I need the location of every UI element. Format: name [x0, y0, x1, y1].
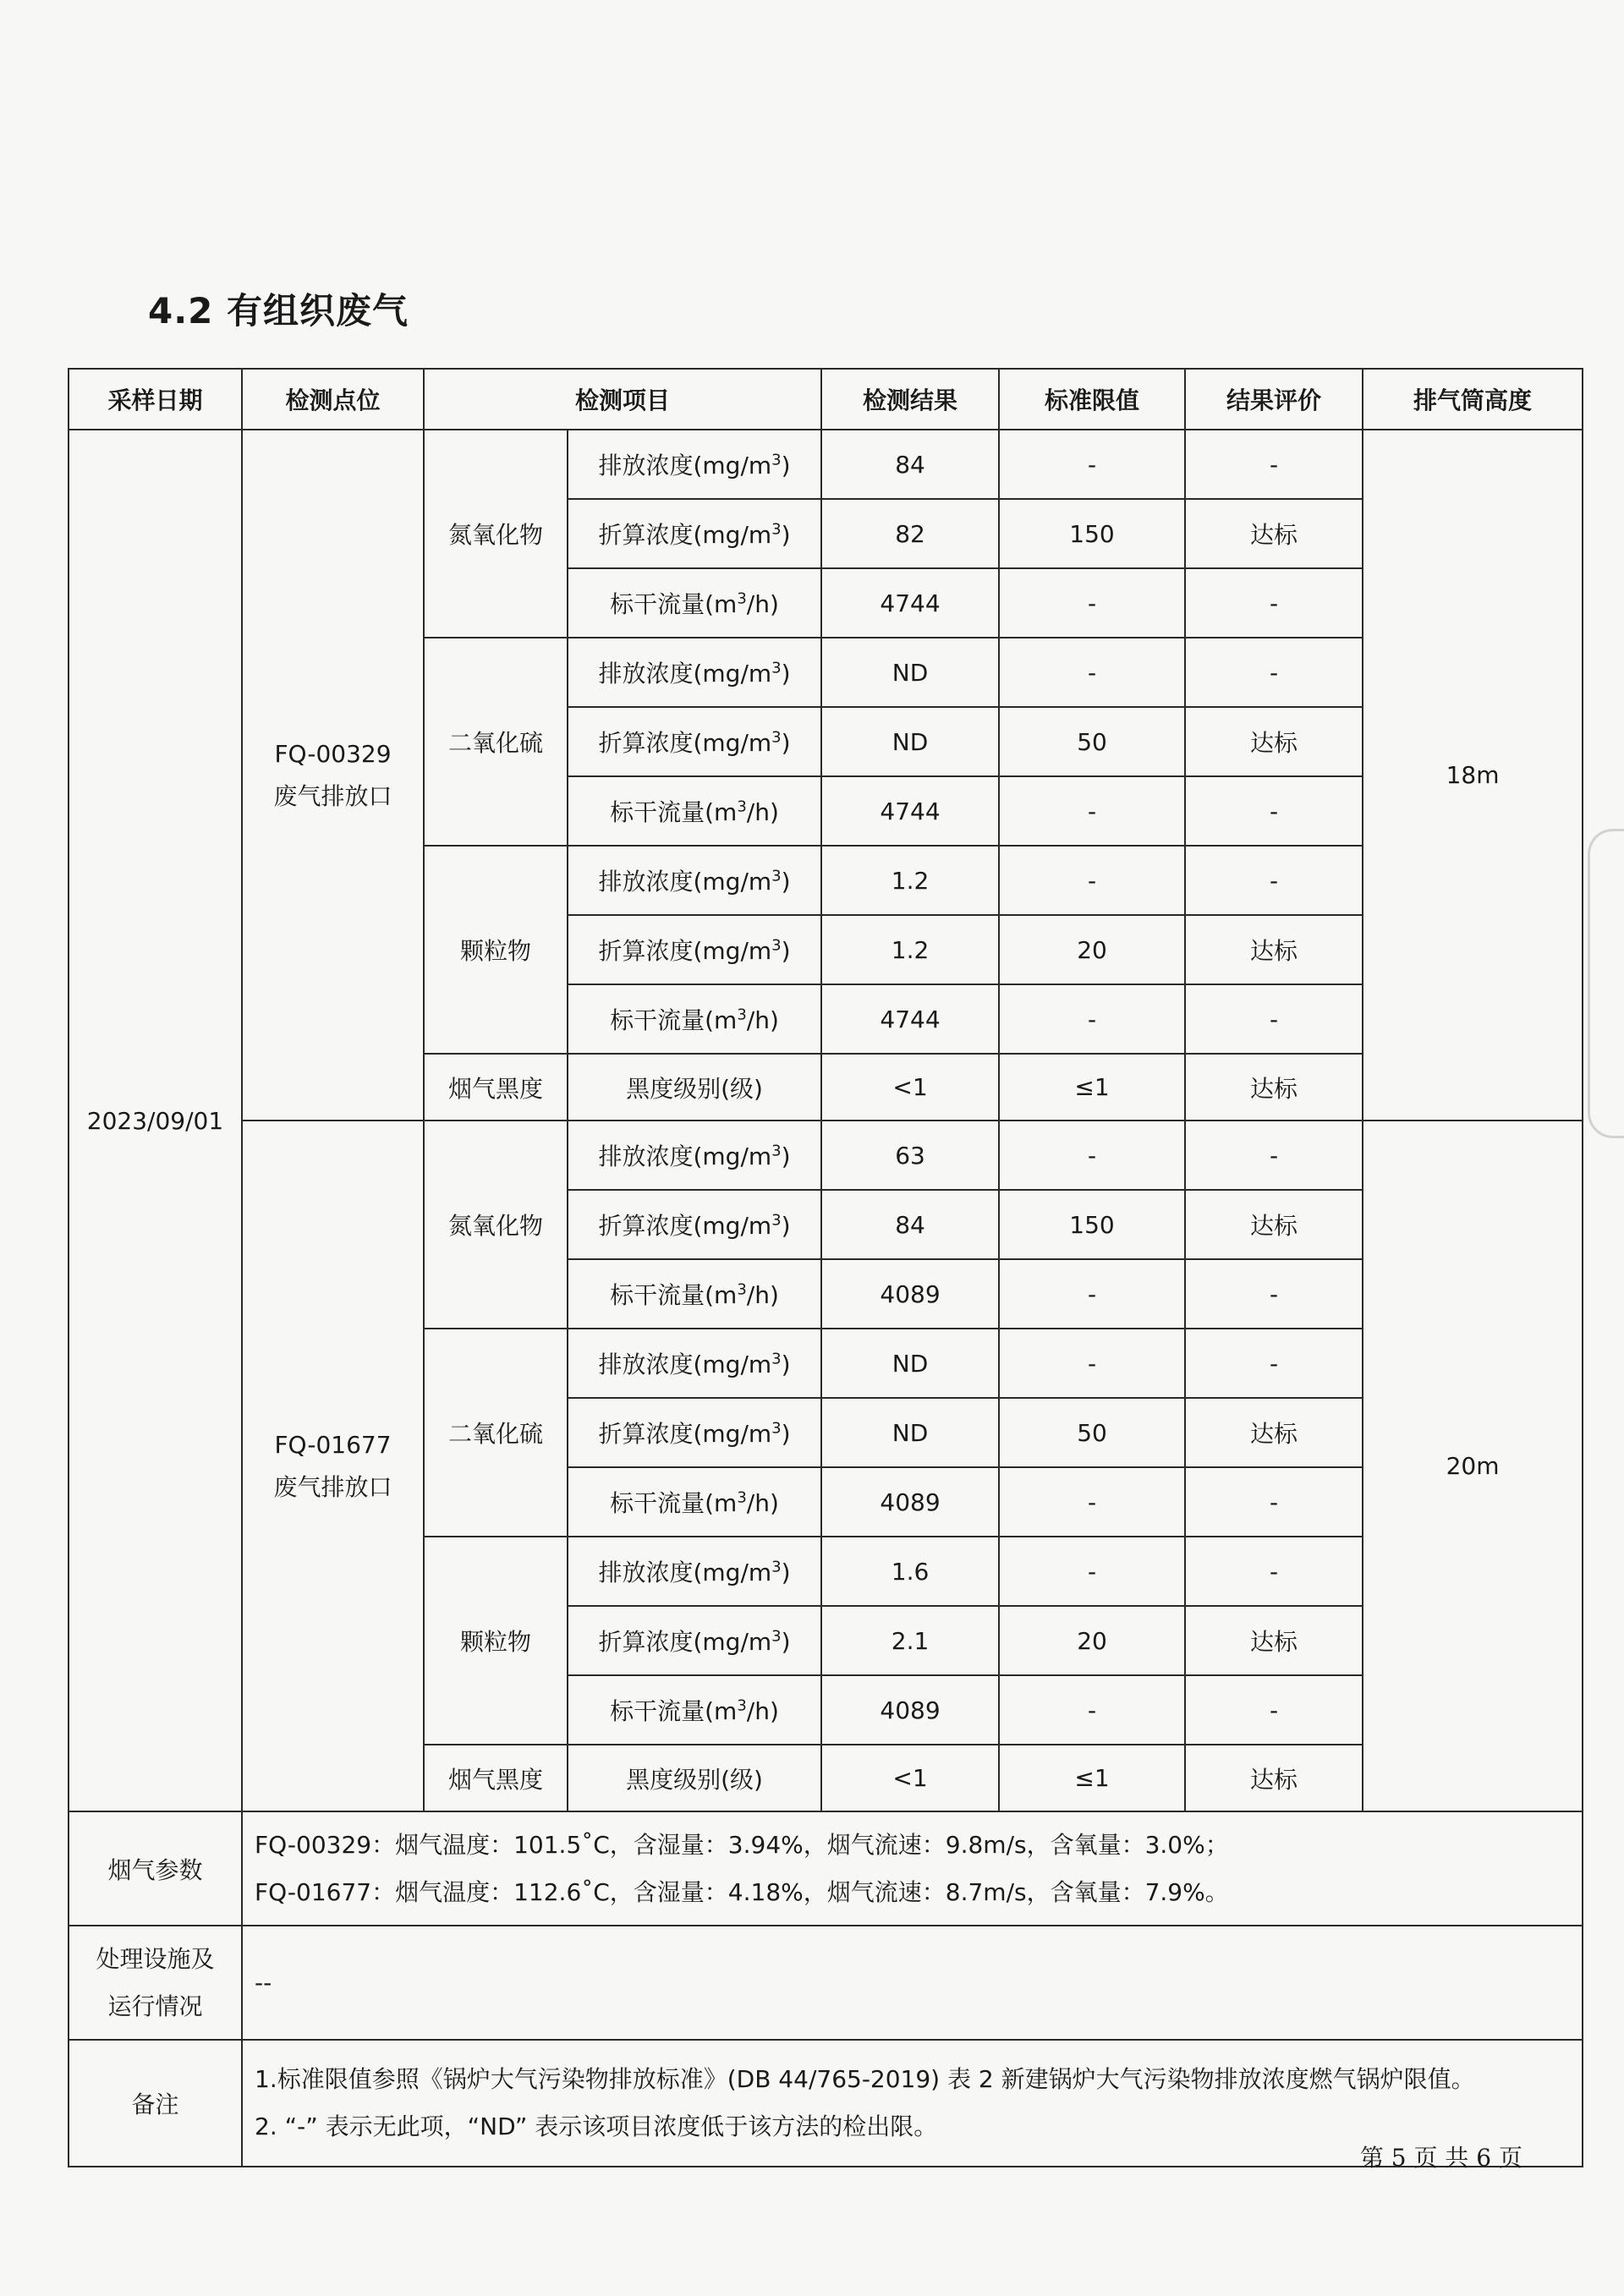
flue-params-label: 烟气参数 — [69, 1811, 242, 1926]
limit-cell: 20 — [999, 915, 1185, 984]
item-unit-sup: 3 — [737, 797, 747, 816]
result-cell: 1.2 — [821, 846, 999, 915]
pollutant-name: 二氧化硫 — [424, 1329, 568, 1537]
result-cell: <1 — [821, 1054, 999, 1121]
notes-line-1: 1.标准限值参照《锅炉大气污染物排放标准》(DB 44/765-2019) 表 2 新建锅炉大气污染物排放浓度燃气锅炉限值。 — [255, 2065, 1475, 2093]
result-cell: ND — [821, 638, 999, 707]
item-text-end: ) — [781, 868, 791, 896]
item-text-end: ) — [781, 660, 791, 688]
result-cell: 84 — [821, 1190, 999, 1259]
item-cell — [568, 1606, 821, 1675]
result-cell: 82 — [821, 499, 999, 568]
item-text: 折算浓度(mg/m — [598, 1212, 772, 1240]
limit-cell: 20 — [999, 1606, 1185, 1675]
emission-table — [68, 368, 1583, 2167]
pollutant-name: 颗粒物 — [424, 1537, 568, 1745]
result-cell: 63 — [821, 1121, 999, 1190]
page-footer: 第 5 页 共 6 页 — [1359, 2144, 1522, 2172]
item-unit-sup: 3 — [771, 1142, 782, 1160]
item-cell — [568, 1121, 821, 1190]
item-text: 排放浓度(mg/m — [598, 1143, 772, 1170]
pollutant-name: 烟气黑度 — [424, 1054, 568, 1121]
result-cell: 2.1 — [821, 1606, 999, 1675]
item-text-end: /h) — [746, 1489, 779, 1517]
item-text: 排放浓度(mg/m — [598, 868, 772, 896]
notes-label: 备注 — [69, 2040, 242, 2167]
location-label: 废气排放口 — [273, 781, 392, 810]
result-cell: ND — [821, 1398, 999, 1467]
section-heading: 4.2 有组织废气 — [148, 290, 409, 332]
item-text-end: /h) — [746, 798, 779, 826]
item-text-end: /h) — [746, 1006, 779, 1034]
header-row — [69, 369, 1583, 430]
item-cell: 黑度级别(级) — [568, 1745, 821, 1811]
result-cell: 4744 — [821, 568, 999, 638]
evaluation-cell: - — [1185, 776, 1363, 846]
item-unit-sup: 3 — [771, 1211, 782, 1230]
limit-cell: 50 — [999, 1398, 1185, 1467]
item-unit-sup: 3 — [737, 1280, 747, 1299]
item-cell — [568, 1537, 821, 1606]
limit-cell: - — [999, 1675, 1185, 1745]
treatment-row — [69, 1926, 1583, 2040]
pollutant-name: 颗粒物 — [424, 846, 568, 1054]
item-text: 折算浓度(mg/m — [598, 1420, 772, 1448]
header-result: 检测结果 — [821, 369, 999, 430]
item-text-end: ) — [781, 937, 791, 965]
flue-params-value — [242, 1811, 1583, 1926]
item-cell: 黑度级别(级) — [568, 1054, 821, 1121]
treatment-label-line-2: 运行情况 — [107, 1992, 203, 2020]
evaluation-cell: - — [1185, 638, 1363, 707]
seal-stamp-edge — [1588, 829, 1624, 1138]
evaluation-cell: 达标 — [1185, 707, 1363, 776]
item-text: 标干流量(m — [610, 590, 738, 618]
evaluation-cell: - — [1185, 1121, 1363, 1190]
item-text: 排放浓度(mg/m — [598, 1351, 772, 1378]
limit-cell: 150 — [999, 499, 1185, 568]
item-unit-sup: 3 — [737, 1488, 747, 1507]
result-cell: 1.6 — [821, 1537, 999, 1606]
item-text-end: ) — [781, 1628, 791, 1656]
item-unit-sup: 3 — [771, 867, 782, 885]
limit-cell: - — [999, 1467, 1185, 1537]
item-text: 折算浓度(mg/m — [598, 521, 772, 549]
result-cell: <1 — [821, 1745, 999, 1811]
item-text-end: /h) — [746, 1281, 779, 1309]
evaluation-cell: - — [1185, 1537, 1363, 1606]
item-cell — [568, 984, 821, 1054]
item-text-end: ) — [781, 729, 791, 757]
location-code: FQ-01677 — [274, 1430, 392, 1459]
item-text-end: ) — [781, 521, 791, 549]
item-text-end: ) — [781, 1420, 791, 1448]
limit-cell: - — [999, 984, 1185, 1054]
evaluation-cell: - — [1185, 1259, 1363, 1329]
evaluation-cell: - — [1185, 1329, 1363, 1398]
item-text: 标干流量(m — [610, 1006, 738, 1034]
item-cell — [568, 1467, 821, 1537]
location-code: FQ-00329 — [274, 739, 392, 768]
limit-cell: - — [999, 1259, 1185, 1329]
item-unit-sup: 3 — [771, 1558, 782, 1576]
item-cell — [568, 1675, 821, 1745]
header-stack-height: 排气筒高度 — [1363, 369, 1583, 430]
item-cell — [568, 776, 821, 846]
item-text: 排放浓度(mg/m — [598, 1559, 772, 1586]
item-unit-sup: 3 — [771, 1627, 782, 1646]
treatment-label — [69, 1926, 242, 2040]
limit-cell: - — [999, 846, 1185, 915]
limit-cell: - — [999, 638, 1185, 707]
item-cell — [568, 430, 821, 499]
table-row — [69, 1121, 1583, 1190]
item-cell — [568, 568, 821, 638]
result-cell: 84 — [821, 430, 999, 499]
item-unit-sup: 3 — [737, 1696, 747, 1715]
location-cell — [242, 1121, 424, 1811]
limit-cell: 50 — [999, 707, 1185, 776]
limit-cell: 150 — [999, 1190, 1185, 1259]
result-cell: 4089 — [821, 1467, 999, 1537]
item-cell — [568, 707, 821, 776]
item-text-end: ) — [781, 452, 791, 479]
pollutant-name: 烟气黑度 — [424, 1745, 568, 1811]
result-cell: 4089 — [821, 1675, 999, 1745]
item-text-end: ) — [781, 1143, 791, 1170]
item-unit-sup: 3 — [771, 520, 782, 539]
evaluation-cell: - — [1185, 846, 1363, 915]
evaluation-cell: - — [1185, 984, 1363, 1054]
item-unit-sup: 3 — [737, 1006, 747, 1024]
item-text: 标干流量(m — [610, 1281, 738, 1309]
result-cell: 1.2 — [821, 915, 999, 984]
stack-height-cell: 20m — [1363, 1121, 1583, 1811]
result-cell: 4744 — [821, 776, 999, 846]
evaluation-cell: - — [1185, 1675, 1363, 1745]
stack-height-cell: 18m — [1363, 430, 1583, 1121]
item-unit-sup: 3 — [771, 1350, 782, 1368]
notes-line-2: 2. “-” 表示无此项，“ND” 表示该项目浓度低于该方法的检出限。 — [255, 2112, 938, 2140]
item-text: 标干流量(m — [610, 1489, 738, 1517]
limit-cell: - — [999, 776, 1185, 846]
limit-cell: - — [999, 1329, 1185, 1398]
pollutant-name: 氮氧化物 — [424, 1121, 568, 1329]
item-cell — [568, 1398, 821, 1467]
sample-date-cell: 2023/09/01 — [69, 430, 242, 1811]
evaluation-cell: 达标 — [1185, 1054, 1363, 1121]
item-unit-sup: 3 — [771, 659, 782, 677]
location-cell — [242, 430, 424, 1121]
item-text: 折算浓度(mg/m — [598, 1628, 772, 1656]
result-cell: ND — [821, 707, 999, 776]
item-text-end: ) — [781, 1351, 791, 1378]
item-unit-sup: 3 — [771, 936, 782, 955]
header-limit: 标准限值 — [999, 369, 1185, 430]
location-label: 废气排放口 — [273, 1472, 392, 1501]
flue-params-line-2: FQ-01677：烟气温度：112.6˚C，含湿量：4.18%，烟气流速：8.7m/s，含氧量：7.9%。 — [255, 1877, 1229, 1906]
item-cell — [568, 846, 821, 915]
limit-cell: - — [999, 1121, 1185, 1190]
item-cell — [568, 915, 821, 984]
evaluation-cell: - — [1185, 430, 1363, 499]
item-text: 排放浓度(mg/m — [598, 452, 772, 479]
item-unit-sup: 3 — [771, 1419, 782, 1438]
header-location: 检测点位 — [242, 369, 424, 430]
evaluation-cell: - — [1185, 568, 1363, 638]
item-text-end: /h) — [746, 590, 779, 618]
item-text: 排放浓度(mg/m — [598, 660, 772, 688]
limit-cell: - — [999, 1537, 1185, 1606]
header-evaluation: 结果评价 — [1185, 369, 1363, 430]
result-cell: ND — [821, 1329, 999, 1398]
evaluation-cell: 达标 — [1185, 1398, 1363, 1467]
item-unit-sup: 3 — [737, 589, 747, 608]
evaluation-cell: 达标 — [1185, 1745, 1363, 1811]
header-sample-date: 采样日期 — [69, 369, 242, 430]
item-unit-sup: 3 — [771, 451, 782, 469]
evaluation-cell: 达标 — [1185, 1606, 1363, 1675]
flue-params-row — [69, 1811, 1583, 1926]
pollutant-name: 二氧化硫 — [424, 638, 568, 846]
evaluation-cell: 达标 — [1185, 915, 1363, 984]
item-cell — [568, 638, 821, 707]
treatment-value: -- — [242, 1926, 1583, 2040]
item-text-end: /h) — [746, 1697, 779, 1725]
item-cell — [568, 1190, 821, 1259]
item-text: 标干流量(m — [610, 798, 738, 826]
limit-cell: - — [999, 430, 1185, 499]
table-row — [69, 430, 1583, 499]
item-text: 标干流量(m — [610, 1697, 738, 1725]
item-cell — [568, 499, 821, 568]
item-text-end: ) — [781, 1559, 791, 1586]
item-text: 折算浓度(mg/m — [598, 729, 772, 757]
evaluation-cell: - — [1185, 1467, 1363, 1537]
evaluation-cell: 达标 — [1185, 499, 1363, 568]
item-text-end: ) — [781, 1212, 791, 1240]
notes-row — [69, 2040, 1583, 2167]
result-cell: 4089 — [821, 1259, 999, 1329]
item-cell — [568, 1259, 821, 1329]
pollutant-name: 氮氧化物 — [424, 430, 568, 638]
evaluation-cell: 达标 — [1185, 1190, 1363, 1259]
treatment-label-line-1: 处理设施及 — [96, 1944, 215, 1973]
limit-cell: - — [999, 568, 1185, 638]
item-text: 折算浓度(mg/m — [598, 937, 772, 965]
flue-params-line-1: FQ-00329：烟气温度：101.5˚C，含湿量：3.94%，烟气流速：9.8m/s，含氧量：3.0%； — [255, 1830, 1229, 1859]
result-cell: 4744 — [821, 984, 999, 1054]
item-cell — [568, 1329, 821, 1398]
header-item: 检测项目 — [424, 369, 821, 430]
limit-cell: ≤1 — [999, 1054, 1185, 1121]
limit-cell: ≤1 — [999, 1745, 1185, 1811]
item-unit-sup: 3 — [771, 728, 782, 747]
